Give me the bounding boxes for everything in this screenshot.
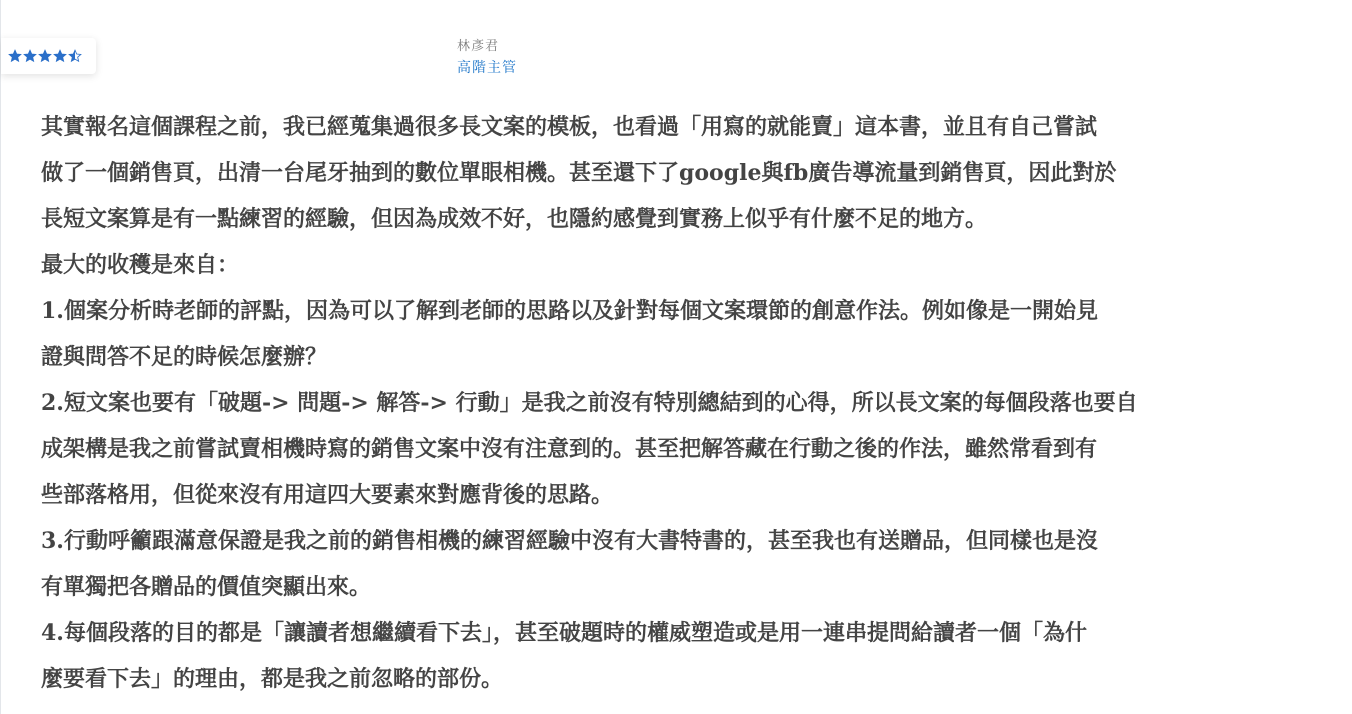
review-line: 4.每個段落的目的都是「讓讀者想繼續看下去」，甚至破題時的權威塑造或是用一連串提問給讀者一個「為什 [41,620,1087,646]
rating-badge [1,38,96,74]
star-full-icon [53,49,67,63]
review-text [41,104,1321,702]
review-line: 長短文案算是有一點練習的經驗，但因為成效不好，也隱約感覺到實務上似乎有什麼不足的地方。 [41,206,988,232]
star-half-icon [68,49,82,63]
review-line: 最大的收穫是來自： [41,252,240,278]
review-line: 3.行動呼籲跟滿意保證是我之前的銷售相機的練習經驗中沒有大書特書的，甚至我也有送贈品，但同樣也是沒 [41,528,1098,554]
star-full-icon [23,49,37,63]
star-full-icon [38,49,52,63]
review-line: 證與問答不足的時候怎麼辦？ [41,344,328,370]
reviewer-title: 高階主管 [457,60,517,76]
review-line: 其實報名這個課程之前，我已經蒐集過很多長文案的模板，也看過「用寫的就能賣」這本書，並且有自己嘗試 [41,114,1098,140]
review-line: 做了一個銷售頁，出清一台尾牙抽到的數位單眼相機。甚至還下了google與fb廣告導流量到銷售頁，因此對於 [41,160,1117,186]
review-line: 成架構是我之前嘗試賣相機時寫的銷售文案中沒有注意到的。甚至把解答藏在行動之後的作法，雖然常看到有 [41,436,1098,462]
review-line: 2.短文案也要有「破題-> 問題-> 解答-> 行動」是我之前沒有特別總結到的心得，所以長文案的每個段落也要自 [41,390,1138,416]
review-line: 有單獨把各贈品的價值突顯出來。 [41,574,372,600]
review-line: 1.個案分析時老師的評點，因為可以了解到老師的思路以及針對每個文案環節的創意作法。例如像是一開始見 [41,298,1098,324]
star-full-icon [8,49,22,63]
review-line: 些部落格用，但從來沒有用這四大要素來對應背後的思路。 [41,482,614,508]
review-line: 麼要看下去」的理由，都是我之前忽略的部份。 [41,666,504,692]
reviewer-name: 林彥君 [457,39,500,54]
